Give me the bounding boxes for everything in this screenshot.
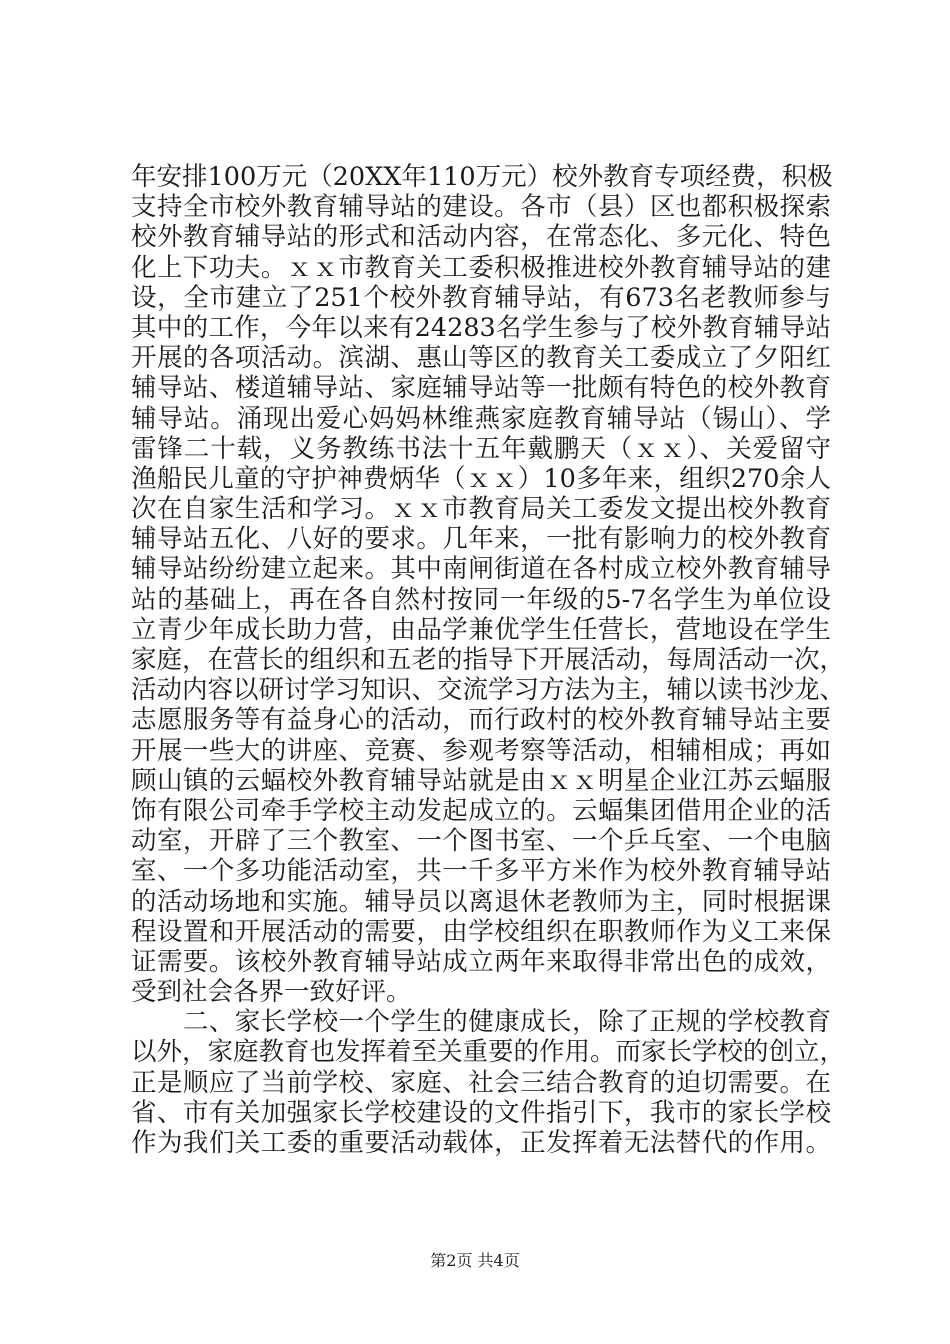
text-line: 活动内容以研讨学习知识、交流学习方法为主，辅以读书沙龙、: [131, 675, 846, 706]
paragraph-outreach-stations: [131, 162, 846, 1008]
text-line: 二、家长学校一个学生的健康成长，除了正规的学校教育: [131, 1007, 831, 1038]
text-line: 立青少年成长助力营，由品学兼优学生任营长，营地设在学生: [131, 614, 831, 645]
text-line: 次在自家生活和学习。ｘｘ市教育局关工委发文提出校外教育: [131, 494, 831, 525]
text-line: 以外，家庭教育也发挥着至关重要的作用。而家长学校的创立，: [131, 1037, 846, 1068]
text-line: 动室，开辟了三个教室、一个图书室、一个乒乓室、一个电脑: [131, 826, 831, 857]
page-number-label: 第2页 共4页: [430, 1251, 520, 1270]
text-line: 作为我们关工委的重要活动载体，正发挥着无法替代的作用。: [131, 1128, 831, 1158]
text-line: 年安排100万元（20XX年110万元）校外教育专项经费，积极: [131, 162, 833, 192]
text-line: 雷锋二十载，义务教练书法十五年戴鹏天（ｘｘ）、关爱留守: [131, 433, 831, 464]
text-line: 其中的工作，今年以来有24283名学生参与了校外教育辅导站: [131, 312, 831, 343]
text-line: 正是顺应了当前学校、家庭、社会三结合教育的迫切需要。在: [131, 1067, 831, 1098]
text-line: 室、一个多功能活动室，共一千多平方米作为校外教育辅导站: [131, 856, 831, 887]
text-line: 省、市有关加强家长学校建设的文件指引下，我市的家长学校: [131, 1097, 831, 1128]
text-line: 支持全市校外教育辅导站的建设。各市（县）区也都积极探索: [131, 192, 831, 223]
text-line: 开展的各项活动。滨湖、惠山等区的教育关工委成立了夕阳红: [131, 343, 831, 374]
text-line: 化上下功夫。ｘｘ市教育关工委积极推进校外教育辅导站的建: [131, 252, 831, 283]
text-line: 证需要。该校外教育辅导站成立两年来取得非常出色的成效，: [131, 946, 831, 977]
document-body: [131, 162, 846, 1158]
text-line: 校外教育辅导站的形式和活动内容，在常态化、多元化、特色: [131, 222, 831, 253]
paragraph-parent-school: [131, 1007, 846, 1158]
text-line: 渔船民儿童的守护神费炳华（ｘｘ）10多年来，组织270余人: [131, 463, 831, 494]
text-line: 开展一些大的讲座、竞赛、参观考察等活动，相辅相成；再如: [131, 735, 831, 766]
text-line: 的活动场地和实施。辅导员以离退休老教师为主，同时根据课: [131, 886, 831, 917]
text-line: 程设置和开展活动的需要，由学校组织在职教师作为义工来保: [131, 916, 831, 947]
text-line: 受到社会各界一致好评。: [131, 977, 412, 1008]
page-footer: [0, 1248, 950, 1271]
text-line: 辅导站纷纷建立起来。其中南闸街道在各村成立校外教育辅导: [131, 554, 831, 585]
text-line: 辅导站、楼道辅导站、家庭辅导站等一批颇有特色的校外教育: [131, 373, 831, 404]
text-line: 志愿服务等有益身心的活动，而行政村的校外教育辅导站主要: [131, 705, 831, 736]
text-line: 设，全市建立了251个校外教育辅导站，有673名老教师参与: [131, 282, 831, 313]
text-line: 家庭，在营长的组织和五老的指导下开展活动，每周活动一次，: [131, 645, 846, 675]
text-line: 辅导站五化、八好的要求。几年来，一批有影响力的校外教育: [131, 524, 831, 555]
text-line: 顾山镇的云蝠校外教育辅导站就是由ｘｘ明星企业江苏云蝠服: [131, 765, 831, 796]
text-line: 辅导站。涌现出爱心妈妈林维燕家庭教育辅导站（锡山）、学: [131, 403, 831, 434]
text-line: 饰有限公司牵手学校主动发起成立的。云蝠集团借用企业的活: [131, 795, 831, 826]
text-line: 站的基础上，再在各自然村按同一年级的5-7名学生为单位设: [131, 584, 831, 615]
